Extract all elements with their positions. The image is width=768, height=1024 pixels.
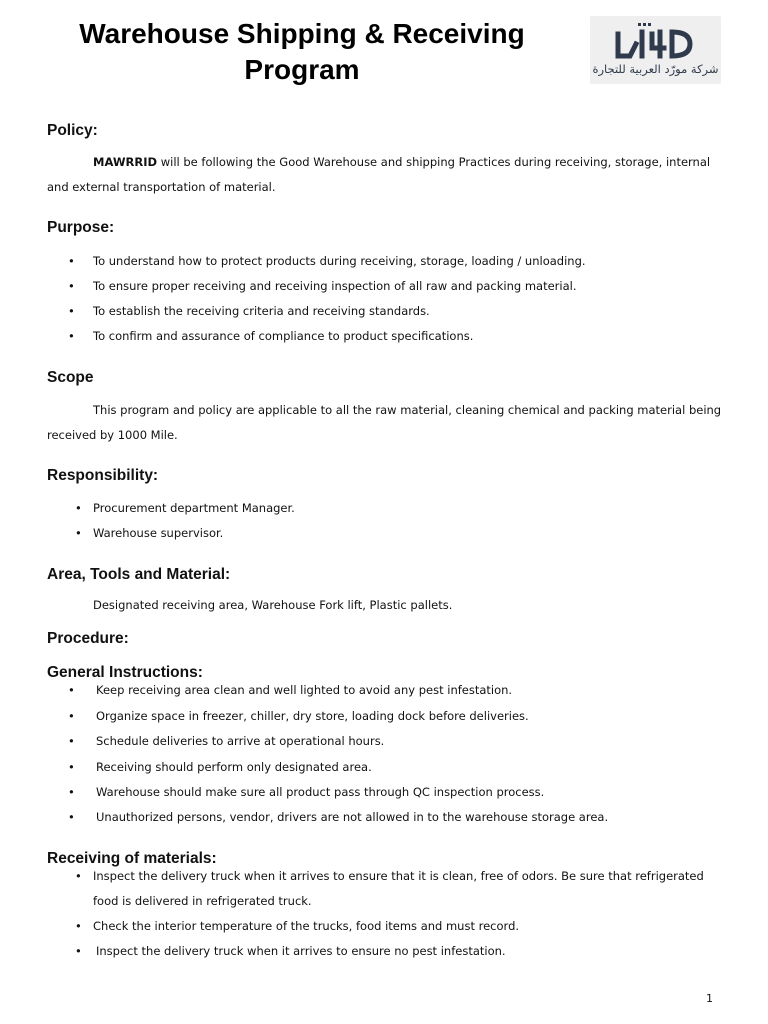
- responsibility-heading: Responsibility:: [47, 467, 159, 484]
- area-heading: Area, Tools and Material:: [47, 566, 231, 583]
- scope-line-1: This program and policy are applicable to all the raw material, cleaning chemical and packing material being: [93, 403, 722, 417]
- list-item-continuation: food is delivered in refrigerated truck.: [93, 894, 312, 908]
- receiving-heading: Receiving of materials:: [47, 850, 217, 867]
- policy-heading: Policy:: [47, 122, 98, 139]
- policy-line-1-text: will be following the Good Warehouse and shipping Practices during receiving, storage, internal: [157, 155, 711, 169]
- purpose-heading: Purpose:: [47, 219, 115, 236]
- title-line-2: Program: [244, 54, 360, 85]
- company-name: MAWRRID: [93, 155, 158, 169]
- area-text: Designated receiving area, Warehouse Fork lift, Plastic pallets.: [93, 598, 453, 612]
- document-title: [62, 16, 542, 88]
- scope-line-2: received by 1000 Mile.: [47, 428, 178, 442]
- general-instructions-heading: General Instructions:: [47, 664, 203, 681]
- company-logo: [590, 16, 721, 84]
- logo-mark-icon: [614, 22, 698, 62]
- page-number: 1: [706, 992, 713, 1005]
- title-line-1: Warehouse Shipping & Receiving: [79, 18, 525, 49]
- scope-heading: Scope: [47, 369, 94, 386]
- logo-text: شركة مورّد العربية للتجارة: [592, 62, 719, 76]
- procedure-heading: Procedure:: [47, 630, 129, 647]
- policy-line-2: and external transportation of material.: [47, 180, 276, 194]
- policy-line-1: [93, 155, 710, 169]
